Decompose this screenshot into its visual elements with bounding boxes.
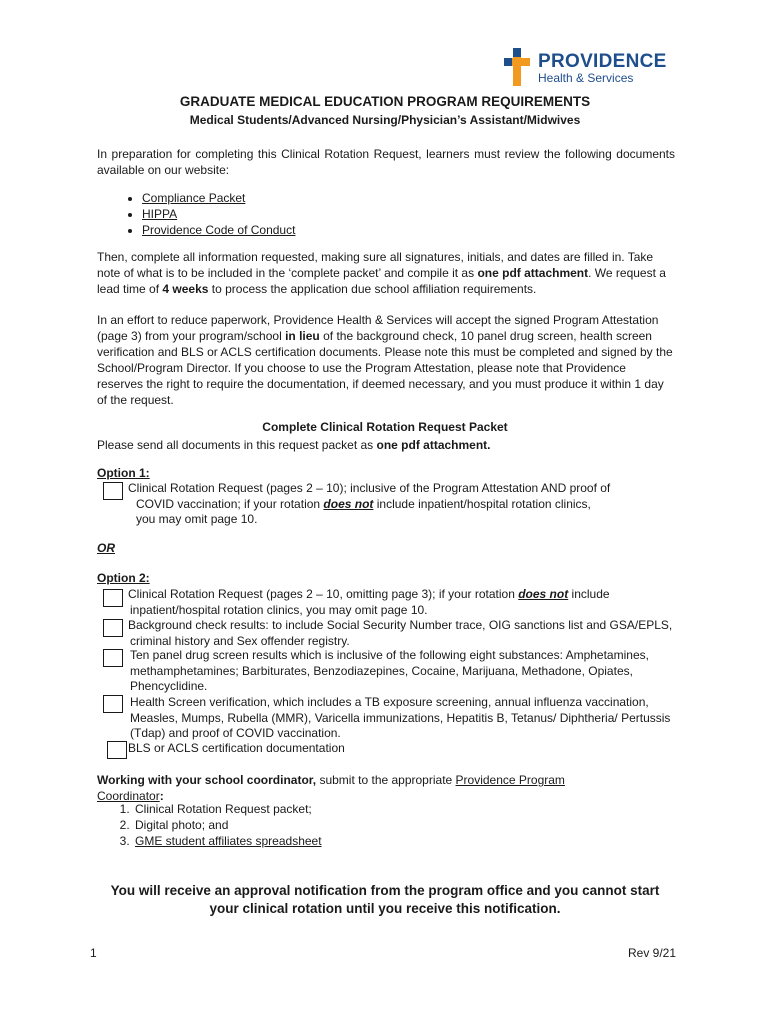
logo-name: PROVIDENCE	[538, 51, 667, 72]
text: to process the application due school affiliation requirements.	[208, 282, 537, 296]
text: Coordinator	[97, 789, 160, 803]
coordinator-paragraph	[97, 772, 607, 804]
emphasis: 4 weeks	[162, 282, 209, 296]
list-item	[142, 190, 442, 206]
text: Providence Program	[455, 773, 565, 787]
code-of-conduct-link[interactable]: Providence Code of Conduct	[142, 223, 296, 237]
text: include inpatient/hospital rotation clinics,	[373, 496, 591, 511]
emphasis: one pdf attachment.	[376, 438, 491, 452]
compliance-packet-link[interactable]: Compliance Packet	[142, 191, 246, 205]
hippa-link[interactable]: HIPPA	[142, 207, 178, 221]
page-number: 1	[90, 946, 97, 960]
logo-subtitle: Health & Services	[538, 71, 634, 85]
option-2-checkbox-health-screen[interactable]	[103, 695, 123, 713]
text: Ten panel drug screen results which is inclusive of the following eight substances: Amphetamines,	[130, 648, 649, 662]
option-2-checkbox-background[interactable]	[103, 619, 123, 637]
intro-paragraph: In preparation for completing this Clinical Rotation Request, learners must review the following documents available on our website:	[97, 147, 675, 177]
text: Background check results: to include Social Security Number trace, OIG sanctions list and GSA/EPLS,	[128, 618, 673, 632]
gme-spreadsheet-link[interactable]: GME student affiliates spreadsheet	[135, 834, 322, 848]
text: methamphetamines; Barbiturates, Benzodiazepines, Cocaine, Marijuana, Methadone, Opiates,	[130, 663, 633, 678]
attestation-paragraph	[97, 312, 675, 408]
page-title: GRADUATE MEDICAL EDUCATION PROGRAM REQUIREMENTS	[179, 94, 591, 109]
instructions-paragraph	[97, 249, 675, 297]
text-line	[128, 587, 688, 603]
cross-icon	[504, 48, 530, 86]
option-2-checkbox-bls-acls[interactable]	[107, 741, 127, 759]
packet-heading: Complete Clinical Rotation Request Packet	[262, 420, 508, 434]
option-2-checkbox-drug-screen[interactable]	[103, 649, 123, 667]
option-2-item-bls-acls	[128, 741, 528, 757]
emphasis: does not	[323, 496, 374, 511]
approval-notice	[0, 882, 770, 918]
providence-logo	[498, 48, 688, 90]
page-subtitle: Medical Students/Advanced Nursing/Physician’s Assistant/Midwives	[189, 113, 581, 127]
list-item	[133, 833, 533, 849]
option-1-checkbox[interactable]	[103, 482, 123, 500]
emphasis: in lieu	[285, 329, 320, 343]
text: BLS or ACLS certification documentation	[128, 741, 345, 755]
list-item	[142, 206, 442, 222]
text: Clinical Rotation Request (pages 2 – 10, omitting page 3); if your rotation	[128, 587, 519, 601]
text: Health Screen verification, which includes a TB exposure screening, annual influenza vaccination,	[130, 695, 649, 709]
list-item: 2. Digital photo; and	[133, 817, 533, 833]
text: In an effort to reduce paperwork, Providence Health & Services will accept the signed Program Attestation (page 3) from your program/school	[97, 313, 659, 343]
option-2-item-rotation	[128, 587, 688, 618]
list-item: 1. Clinical Rotation Request packet;	[133, 801, 533, 817]
option-1-label: Option 1:	[97, 466, 150, 480]
list-item	[142, 222, 442, 238]
text: You will receive an approval notification from the program office and you cannot start	[110, 883, 660, 898]
text: Measles, Mumps, Rubella (MMR), Varicella immunizations, Hepatitis B, Tetanus/ Diphtheria/ Pertussis	[130, 710, 671, 725]
text: . We request a lead time of	[97, 266, 666, 296]
text: of the background check, 10 panel drug screen, health screen verification and BLS or ACLS certification documents. Please note this must be completed and signed by the School/Program Director. If you choose to use the Program Attestation, please note that Providence reserves the right to require the documentation, if deemed necessary, and you must produce it within 1 day of the request.	[97, 329, 673, 407]
text: (Tdap) and proof of COVID vaccination.	[130, 726, 341, 740]
text: Please send all documents in this request packet as	[97, 438, 377, 452]
emphasis: does not	[518, 587, 569, 601]
text: your clinical rotation until you receive this notification.	[209, 901, 561, 916]
text: COVID vaccination; if your rotation	[136, 496, 324, 511]
or-separator: OR	[97, 541, 115, 555]
text-line	[128, 497, 658, 513]
option-2-item-background	[128, 618, 688, 649]
option-2-item-drug-screen	[130, 648, 680, 695]
emphasis: Working with your school coordinator,	[97, 773, 317, 787]
text: Clinical Rotation Request (pages 2 – 10); inclusive of the Program Attestation AND proof of	[128, 481, 611, 495]
text: include	[568, 587, 610, 601]
text: criminal history and Sex offender registry.	[130, 633, 350, 648]
text: inpatient/hospital rotation clinics, you may omit page 10.	[130, 602, 428, 617]
option-2-checkbox-rotation[interactable]	[103, 589, 123, 607]
text: Phencyclidine.	[130, 679, 208, 693]
emphasis: one pdf attachment	[477, 266, 589, 280]
submission-steps-list	[97, 801, 533, 849]
packet-instruction	[97, 437, 675, 453]
option-2-item-health-screen	[130, 695, 690, 742]
option-2-label: Option 2:	[97, 571, 150, 585]
text: Then, complete all information requested, making sure all signatures, initials, and dates are filled in. Take note of what is to be included in the ‘complete packet’ and compile it as	[97, 250, 654, 280]
revision-label: Rev 9/21	[628, 946, 677, 960]
text: submit to the appropriate	[316, 773, 456, 787]
text: :	[159, 789, 164, 803]
document-links-list	[112, 190, 442, 238]
option-1-text	[128, 481, 658, 528]
text: you may omit page 10.	[136, 512, 258, 526]
